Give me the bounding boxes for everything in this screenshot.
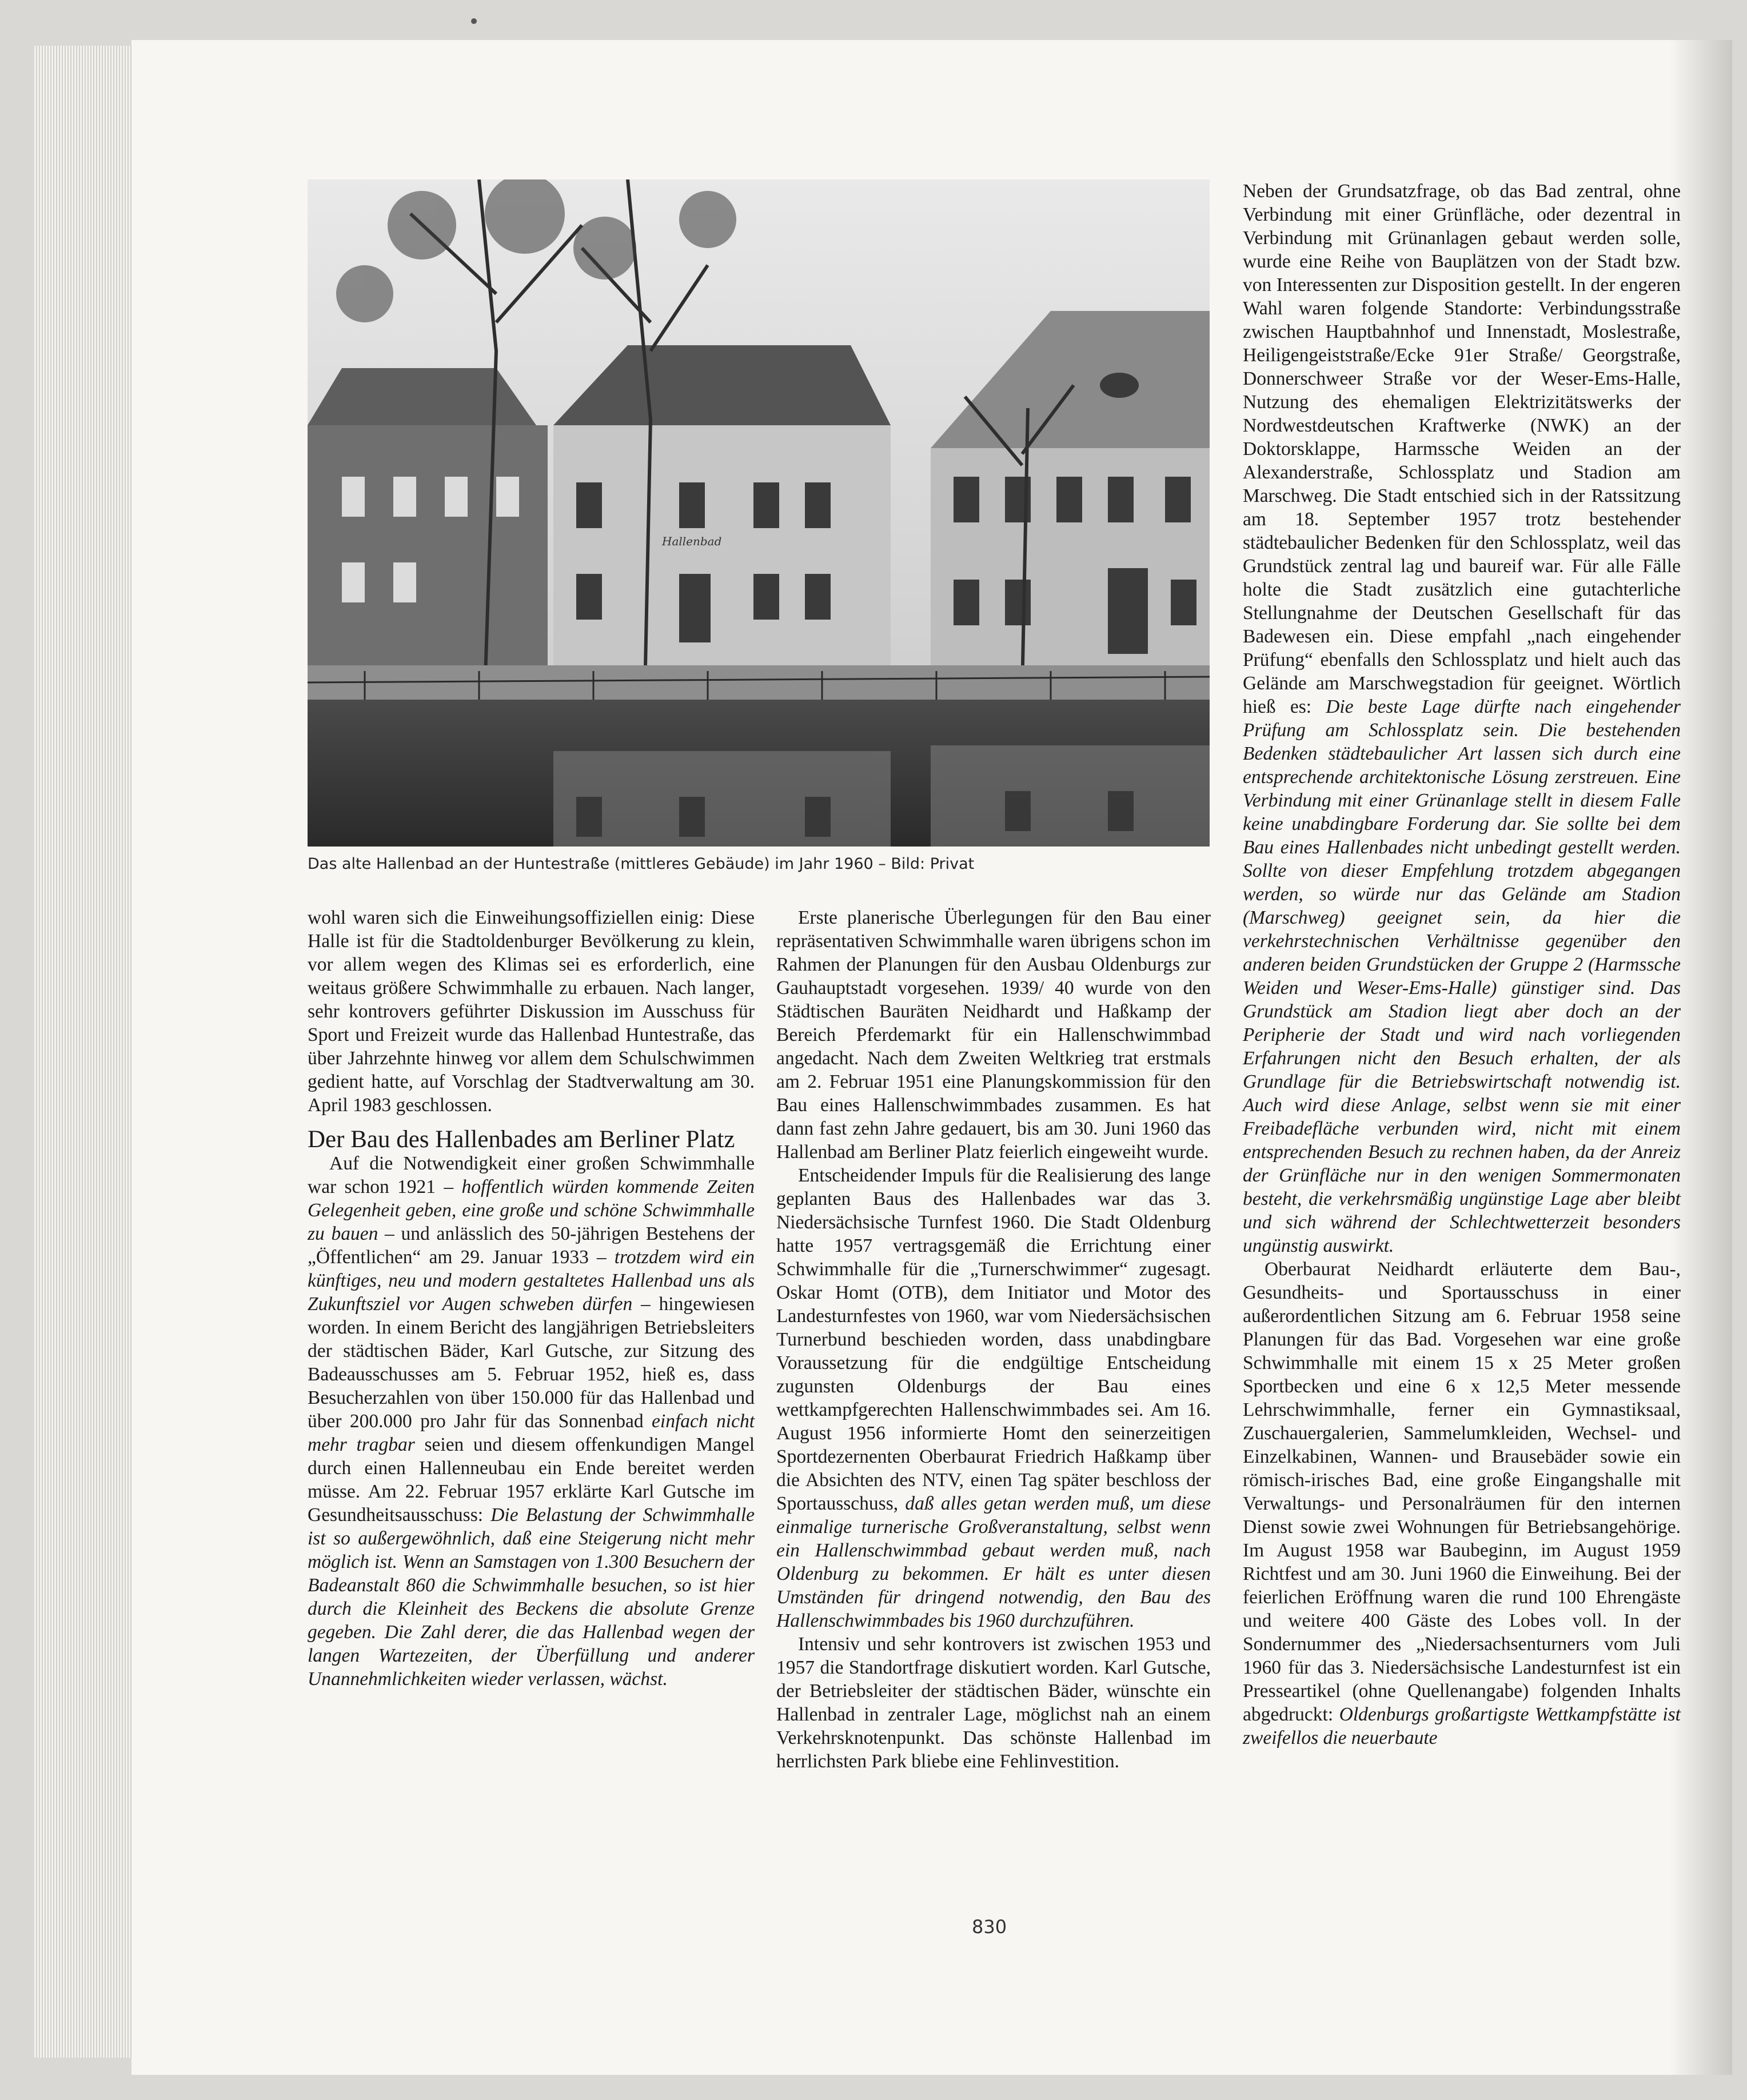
quote-text: Die beste Lage dürfte nach eingehender Prüfung am Schlossplatz sein. Die bestehenden Bedenken städtebaulicher Art lassen sich durch eine entsprechende architektonische Lösung zerstreuen. Eine Verbindung mit einer Grünanlage stellt in diesem Falle keine unabdingbare Forderung dar. Sie sollte bei dem Bau eines Hallenbades nicht unbedingt gestellt werden. Sollte von dieser Empfehlung trotzdem abgegangen werden, so würde nur das Gelände am Stadion (Marschweg) geeignet sein, da hier die verkehrstechnischen Verhältnisse gegenüber den anderen beiden Grundstücken der Gruppe 2 (Harmssche Weiden und Weser-Ems-Halle) günstiger sind. Das Grundstück am Stadion liegt aber doch an der Peripherie der Stadt und wird nach vorliegenden Erfahrungen nicht den Besuch erhalten, der als Grundlage für die Betriebswirtschaft notwendig ist. Auch wird diese Anlage, selbst wenn sie mit einer Freibadefläche verbunden wird, nicht mit einem entsprechenden Besuch zu rechnen haben, da der Anreiz der Grünfläche nur in den wenigen Sommermonaten besteht, die verkehrsmäßig ungünstige Lage aber bleibt und sich während der Schlechtwetterzeit besonders ungünstig auswirkt. bbox=[1243, 696, 1681, 1256]
paragraph: Erste planerische Überlegungen für den Bau einer repräsentativen Schwimmhalle waren übrigens schon im Rahmen der Planungen für den Ausbau Oldenburgs zur Gauhauptstadt vorgesehen. 1939/ 40 wurde von den Städtischen Bauräten Neidhardt und Haßkamp der Bereich Pferdemarkt für ein Hallenschwimmbad angedacht. Nach dem Zweiten Weltkrieg trat erstmals am 2. Februar 1951 eine Planungskommission für den Bau eines Hallenschwimmbades zusammen. Es hat dann fast zehn Jahre gedauert, bis am 30. Juni 1960 das Hallenbad am Berliner Platz feierlich eingeweiht wurde. bbox=[776, 907, 1211, 1163]
text-column-2 bbox=[776, 906, 1211, 1773]
quote-text: einfach nicht mehr tragbar bbox=[308, 1411, 755, 1455]
text-run: Auf die Notwendigkeit einer großen Schwimmhalle war schon 1921 – bbox=[308, 1153, 755, 1197]
text-run: Oberbaurat Neidhardt erläuterte dem Bau-, Gesundheits- und Sportausschuss in einer außerordentlichen Sitzung am 6. Februar 1958 seine Planungen für das Bad. Vorgesehen war eine große Schwimmhalle mit einem 15 x 25 Meter großen Sportbecken und eine 6 x 12,5 Meter messende Lehrschwimmhalle, ferner ein Gymnastiksaal, Zuschauergalerien, Sammelumkleiden, Wechsel- und Einzelkabinen, Wannen- und Brausebäder sowie ein römisch-irisches Bad, eine große Eingangshalle mit Verwaltungs- und Personalräumen für den internen Dienst sowie zwei Wohnungen für Betriebsangehörige. Im August 1958 war Baubeginn, im August 1959 Richtfest und am 30. Juni 1960 die Einweihung. Bei der feierlichen Eröffnung waren die rund 100 Ehrengäste und weitere 400 Gäste des Lobes voll. In der Sondernummer des „Niedersachsenturners vom Juli 1960 für das 3. Niedersächsische Landesturnfest ist ein Presseartikel (ohne Quellenangabe) folgenden Inhalts abgedruckt: bbox=[1243, 1259, 1681, 1725]
paragraph: wohl waren sich die Einweihungsoffiziellen einig: Diese Halle ist für die Stadtoldenburger Bevölkerung zu klein, vor allem wegen des Klimas sei es erforderlich, eine weitaus größere Schwimmhalle zu erbauen. Nach langer, sehr kontrovers geführter Diskussion im Ausschuss für Sport und Freizeit wurde das Hallenbad Huntestraße, das über Jahrzehnte hinweg vor allem dem Schulschwimmen gedient hatte, auf Vorschlag der Stadtverwaltung am 30. April 1983 geschlossen. bbox=[308, 907, 755, 1116]
quote-text: Die Belastung der Schwimmhalle ist so außergewöhnlich, daß eine Steigerung nicht mehr möglich ist. Wenn an Samstagen von 1.300 Besuchern der Badeanstalt 860 die Schwimmhalle besuchen, so ist hier durch die Kleinheit des Beckens die absolute Grenze gegeben. Die Zahl derer, die das Hallenbad wegen der langen Wartezeiten, der Überfüllung und anderer Unannehmlichkeiten wieder verlassen, wächst. bbox=[308, 1504, 755, 1690]
text-run: – hingewiesen worden. In einem Bericht des langjährigen Betriebsleiters der städtischen Bäder, Karl Gutsche, zur Sitzung des Badeausschusses am 5. Februar 1952, hieß es, dass Besucherzahlen von über 150.000 für das Hallenbad und über 200.000 pro Jahr für das Sonnenbad bbox=[308, 1293, 755, 1432]
paragraph bbox=[1243, 179, 1681, 1257]
text-run: Entscheidender Impuls für die Realisierung des lange geplanten Baus des Hallenbades war das 3. Niedersächsische Turnfest 1960. Die Stadt Oldenburg hatte 1957 vertragsgemäß die Errichtung einer Schwimmhalle für die „Turnerschwimmer“ zugesagt. Oskar Homt (OTB), dem Initiator und Motor des Landesturnfestes von 1960, war vom Niedersächsischen Turnerbund beschieden worden, dass unabdingbare Voraussetzung für die endgültige Entscheidung zugunsten Oldenburgs der Bau eines wettkampfgerechten Hallenschwimmbades sei. Am 16. August 1956 informierte Homt den seinerzeitigen Sportdezernenten Oberbaurat Friedrich Haßkamp über die Absichten des NTV, einen Tag später beschloss der Sportausschuss, bbox=[776, 1165, 1211, 1514]
paragraph bbox=[308, 1152, 755, 1691]
book-page-edges bbox=[34, 46, 137, 2058]
paragraph: Intensiv und sehr kontrovers ist zwischen 1953 und 1957 die Standortfrage diskutiert worden. Karl Gutsche, der Betriebsleiter der städtischen Bäder, wünschte ein Hallenbad in zentraler Lage, möglichst nah an einem Verkehrsknotenpunkt. Das schönste Hallenbad im herrlichsten Park bliebe eine Fehlinvestition. bbox=[776, 1634, 1211, 1772]
page-number: 830 bbox=[972, 1916, 1007, 1938]
text-column-1 bbox=[308, 906, 755, 1691]
quote-text: Oldenburgs großartigste Wettkampfstätte ist zweifellos die neuerbaute bbox=[1243, 1704, 1681, 1748]
photo-drawing bbox=[308, 179, 1210, 847]
paragraph bbox=[776, 1164, 1211, 1632]
quote-text: daß alles getan werden muß, um diese einmalige turnerische Großveranstaltung, selbst wenn ein Hallenschwimmbad gebaut werden muß, nach Oldenburg zu bekommen. Er hält es unter diesen Umständen für dringend notwendig, den Bau des Hallenschwimmbades bis 1960 durchzuführen. bbox=[776, 1493, 1211, 1631]
paragraph bbox=[1243, 1257, 1681, 1750]
text-run: – und anlässlich des 50-jährigen Bestehens der „Öffentlichen“ am 29. Januar 1933 – bbox=[308, 1223, 755, 1268]
quote-text: hoffentlich würden kommende Zeiten Gelegenheit geben, eine große und schöne Schwimmhalle zu bauen bbox=[308, 1176, 755, 1244]
photo-caption: Das alte Hallenbad an der Huntestraße (mittleres Gebäude) im Jahr 1960 – Bild: Privat bbox=[308, 855, 975, 873]
quote-text: trotzdem wird ein künftiges, neu und modern gestaltetes Hallenbad uns als Zukunftsziel vor Augen schweben dürfen bbox=[308, 1247, 755, 1315]
section-heading: Der Bau des Hallenbades am Berliner Platz bbox=[308, 1126, 735, 1153]
text-run: Neben der Grundsatzfrage, ob das Bad zentral, ohne Verbindung mit einer Grünfläche, oder dezentral in Verbindung mit Grünanlagen gebaut werden solle, wurde eine Reihe von Bauplätzen von der Stadt bzw. von Interessenten zur Disposition gestellt. In der engeren Wahl waren folgende Standorte: Verbindungsstraße zwischen Hauptbahnhof und Innenstadt, Moslestraße, Heiligengeiststraße/Ecke 91er Straße/ Georgstraße, Donnerschweer Straße vor der Weser-Ems-Halle, Nutzung des ehemaligen Elektrizitätswerks der Nordwestdeutschen Kraftwerke (NWK) an der Doktorsklappe, Harmssche Weiden an der Alexanderstraße, Schlossplatz und Stadion am Marschweg. Die Stadt entschied sich in der Ratssitzung am 18. September 1957 trotz bestehender städtebaulicher Bedenken für den Schlossplatz, weil das Grundstück zentral lag und baureif war. Für alle Fälle holte die Stadt zusätzlich eine gutachterliche Stellungnahme der Deutschen Gesellschaft für das Badewesen ein. Diese empfahl „nach eingehender Prüfung“ ebenfalls den Schlossplatz und hielt auch das Gelände am Marschwegstadion für geeignet. Wörtlich hieß es: bbox=[1243, 181, 1681, 717]
text-column-3 bbox=[1243, 179, 1681, 1750]
text-run: seien und diesem offenkundigen Mangel durch einen Hallenneubau ein Ende bereitet werden müsse. Am 22. Februar 1957 erklärte Karl Gutsche im Gesundheitsausschuss: bbox=[308, 1434, 755, 1526]
photo-sign-text: Hallenbad bbox=[662, 534, 722, 548]
historic-photo-hallenbad bbox=[308, 179, 1210, 847]
dust-speck bbox=[471, 18, 477, 24]
